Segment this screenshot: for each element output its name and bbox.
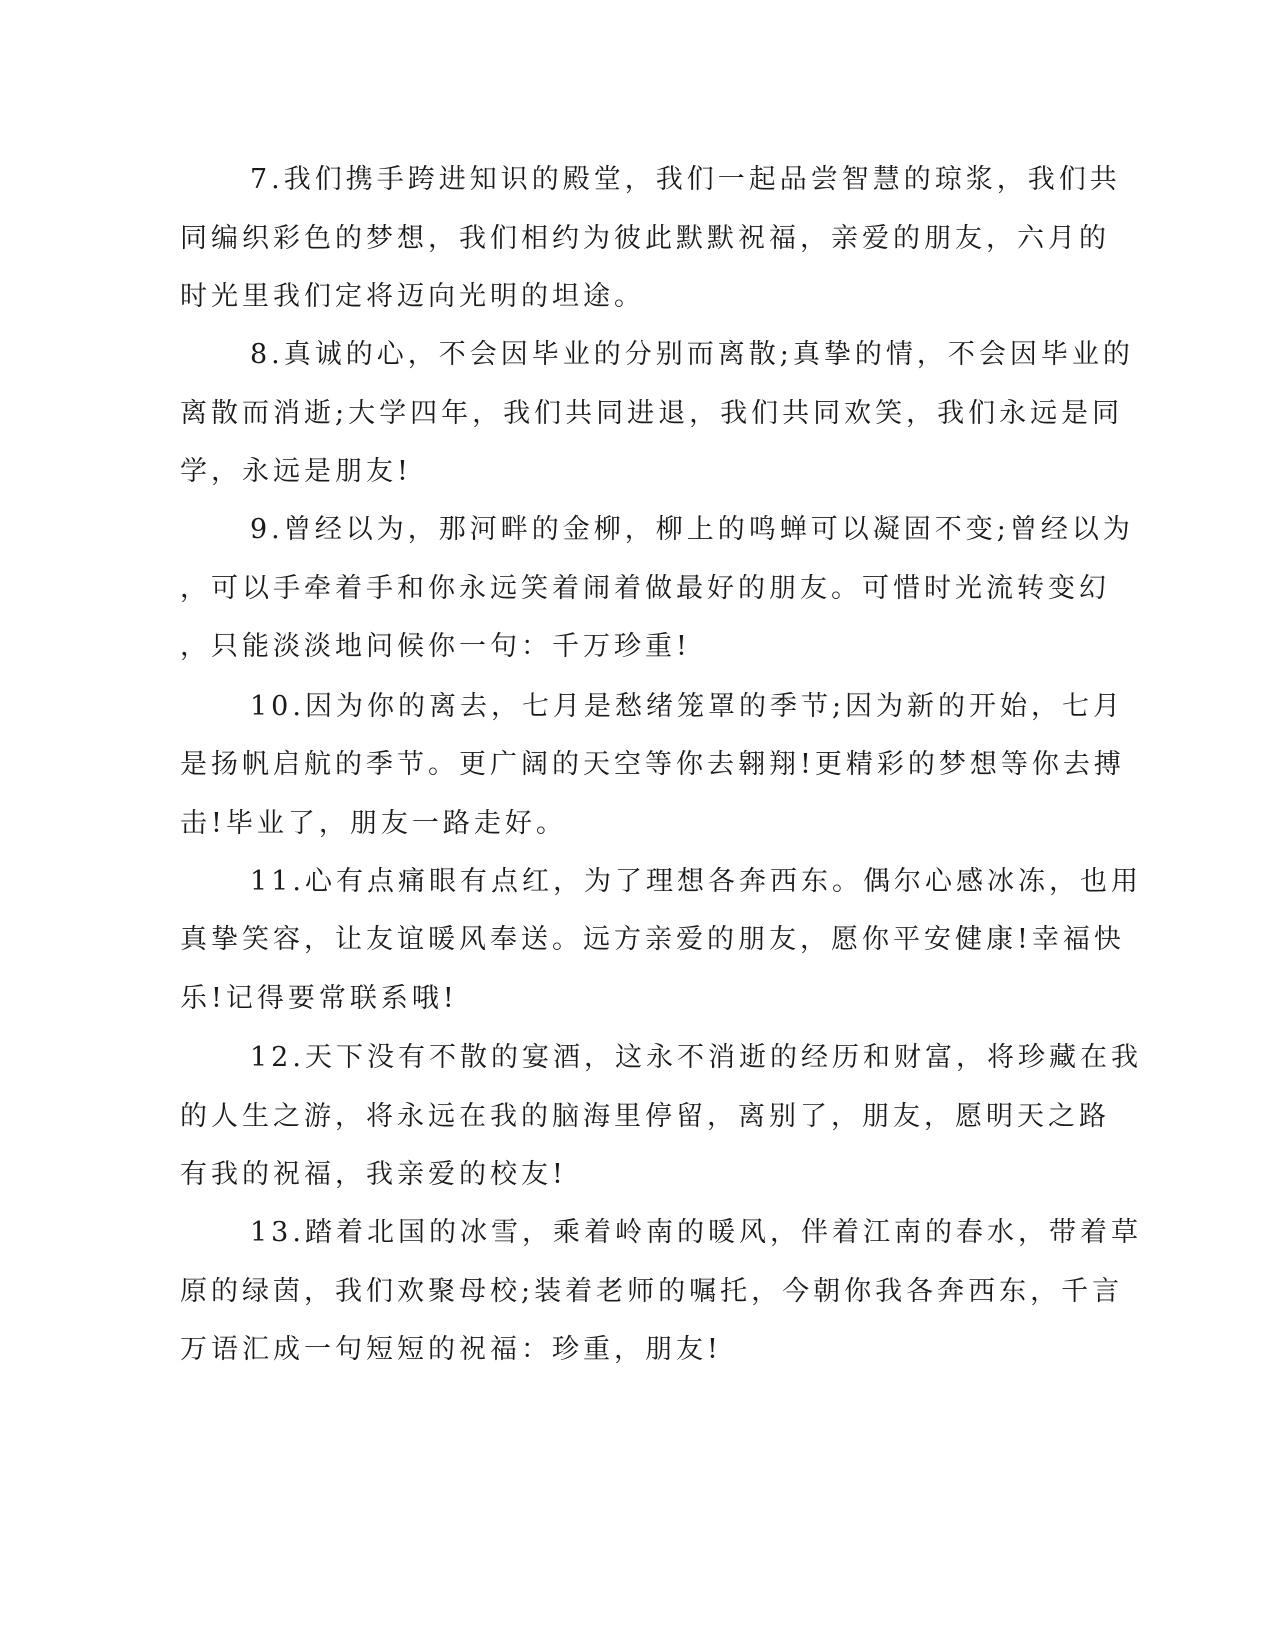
paragraph-line: 同编织彩色的梦想，我们相约为彼此默默祝福，亲爱的朋友，六月的 xyxy=(180,223,1110,254)
paragraph-line: 7.我们携手跨进知识的殿堂，我们一起品尝智慧的琼浆，我们共 xyxy=(250,164,1121,195)
paragraph-line: 的人生之游，将永远在我的脑海里停留，离别了，朋友，愿明天之路 xyxy=(180,1101,1110,1132)
paragraph-line: ，只能淡淡地问候你一句：千万珍重! xyxy=(180,631,691,662)
paragraph-line: 万语汇成一句短短的祝福：珍重，朋友! xyxy=(180,1334,722,1365)
paragraph-line: 10.因为你的离去，七月是愁绪笼罩的季节;因为新的开始，七月 xyxy=(250,691,1125,722)
paragraph-line: 11.心有点痛眼有点红，为了理想各奔西东。偶尔心感冰冻，也用 xyxy=(250,866,1142,897)
paragraph-line: 是扬帆启航的季节。更广阔的天空等你去翱翔!更精彩的梦想等你去搏 xyxy=(180,749,1125,780)
paragraph-line: ，可以手牵着手和你永远笑着闹着做最好的朋友。可惜时光流转变幻 xyxy=(180,573,1110,604)
paragraph-line: 时光里我们定将迈向光明的坦途。 xyxy=(180,281,645,312)
paragraph-line: 13.踏着北国的冰雪，乘着岭南的暖风，伴着江南的春水，带着草 xyxy=(250,1217,1142,1248)
paragraph-line: 乐!记得要常联系哦! xyxy=(180,983,458,1014)
paragraph-line: 学，永远是朋友! xyxy=(180,456,412,487)
paragraph-line: 12.天下没有不散的宴酒，这永不消逝的经历和财富，将珍藏在我 xyxy=(250,1042,1142,1073)
paragraph-line: 原的绿茵，我们欢聚母校;装着老师的嘱托，今朝你我各奔西东，千言 xyxy=(180,1276,1124,1307)
paragraph-line: 击!毕业了，朋友一路走好。 xyxy=(180,808,567,839)
paragraph-line: 离散而消逝;大学四年，我们共同进退，我们共同欢笑，我们永远是同 xyxy=(180,398,1124,429)
paragraph-line: 真挚笑容，让友谊暖风奉送。远方亲爱的朋友，愿你平安健康!幸福快 xyxy=(180,924,1125,955)
paragraph-line: 8.真诚的心，不会因毕业的分别而离散;真挚的情，不会因毕业的 xyxy=(250,339,1134,370)
paragraph-line: 有我的祝福，我亲爱的校友! xyxy=(180,1159,567,1190)
paragraph-line: 9.曾经以为，那河畔的金柳，柳上的鸣蝉可以凝固不变;曾经以为 xyxy=(250,514,1134,545)
